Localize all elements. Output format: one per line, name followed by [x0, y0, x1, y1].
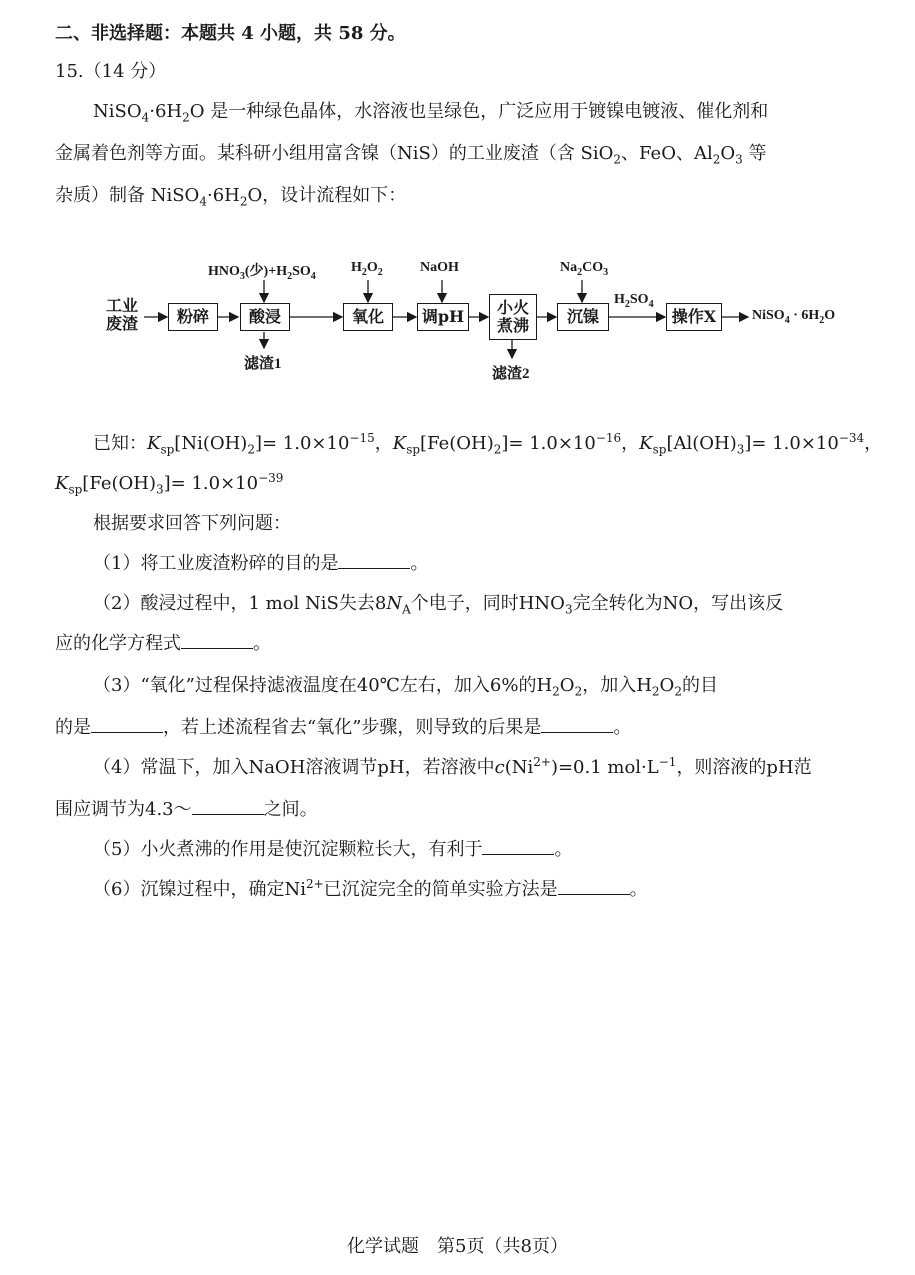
answer-blank[interactable] — [192, 798, 264, 815]
question-2: （2）酸浸过程中，1 mol NiS失去$8N_A$个电子，同时$HNO_3$完全转化为NO，写出该反 — [93, 593, 784, 617]
residue-2: 滤渣2 — [492, 366, 530, 382]
question-2-line-2: 应的化学方程式 。 — [55, 633, 271, 654]
question-4: （4）常温下，加入NaOH溶液调节pH，若溶液中$c(Ni^{2+})=0.1$ $mol\cdot L^{-1}$，则溶液的pH范 — [93, 755, 812, 778]
reagent-naoh: NaOH — [420, 260, 459, 275]
known-ksp-line-2: $K_{sp}[Fe(OH)_3]= 1.0\times 10^{-39}$ — [55, 471, 284, 497]
intro-line-2: 金属着色剂等方面。某科研小组用富含镍（NiS）的工业废渣（含 SiO$_2$、FeO、$Al_2O_3$ 等 — [55, 143, 767, 167]
question-6: （6）沉镍过程中，确定$Ni^{2+}$已沉淀完全的简单实验方法是 。 — [93, 877, 648, 900]
process-flowchart — [0, 250, 915, 390]
instruction: 根据要求回答下列问题： — [93, 513, 291, 534]
question-3: （3）“氧化”过程保持滤液温度在40℃左右，加入6%的$H_2O_2$，加入$H_2O_2$的目 — [93, 675, 718, 699]
intro-line-3: 杂质）制备 $NiSO_4\cdot 6H_2O$，设计流程如下： — [55, 185, 407, 209]
intro-line-1: $NiSO_4\cdot 6H_2O$ 是一种绿色晶体，水溶液也呈绿色，广泛应用于镀镍电镀液、催化剂和 — [93, 101, 769, 125]
step-operation-x: 操作X — [666, 303, 722, 331]
page-footer: 化学试题 第5页（共8页） — [347, 1236, 568, 1257]
reagent-h2o2: $H_2O_2$ — [351, 260, 383, 278]
residue-1: 滤渣1 — [244, 356, 282, 372]
section-title: 二、非选择题：本题共 4 小题，共 58 分。 — [55, 23, 406, 44]
step-oxidize: 氧化 — [343, 303, 393, 331]
answer-blank[interactable] — [558, 878, 630, 895]
question-number: 15.（14 分） — [55, 61, 167, 82]
reagent-h2so4: $H_2SO_4$ — [614, 292, 654, 310]
question-4-line-2: 围应调节为4.3～ 之间。 — [55, 799, 318, 820]
answer-blank[interactable] — [91, 716, 163, 733]
step-gentle-boil: 小火 煮沸 — [489, 294, 537, 340]
reagent-acid: $HNO_3$(少)$+H_2SO_4$ — [208, 264, 316, 282]
step-pulverize: 粉碎 — [168, 303, 218, 331]
step-precipitate-nickel: 沉镍 — [557, 303, 609, 331]
question-5: （5）小火煮沸的作用是使沉淀颗粒长大，有利于 。 — [93, 839, 573, 860]
answer-blank[interactable] — [482, 838, 554, 855]
answer-blank[interactable] — [541, 716, 613, 733]
reagent-na2co3: $Na_2CO_3$ — [560, 260, 609, 278]
product-label: NiSO$_4$ · $6H_2O$ — [752, 308, 836, 326]
start-label: 工业 废渣 — [106, 298, 139, 333]
question-1: （1）将工业废渣粉碎的目的是 。 — [93, 553, 429, 574]
answer-blank[interactable] — [181, 632, 253, 649]
step-adjust-ph: 调pH — [417, 303, 469, 331]
answer-blank[interactable] — [338, 552, 410, 569]
step-acid-leach: 酸浸 — [240, 303, 290, 331]
known-ksp-line-1: 已知：$K_{sp}[Ni(OH)_2]= 1.0\times 10^{-15}$，$K_{sp}[Fe(OH)_2]= 1.0\times 10^{-16}$，$K_{sp}[Al(OH)_3]= 1.0\times 10^{-34}$， — [93, 431, 883, 457]
question-3-line-2: 的是 ，若上述流程省去“氧化”步骤，则导致的后果是 。 — [55, 717, 632, 738]
